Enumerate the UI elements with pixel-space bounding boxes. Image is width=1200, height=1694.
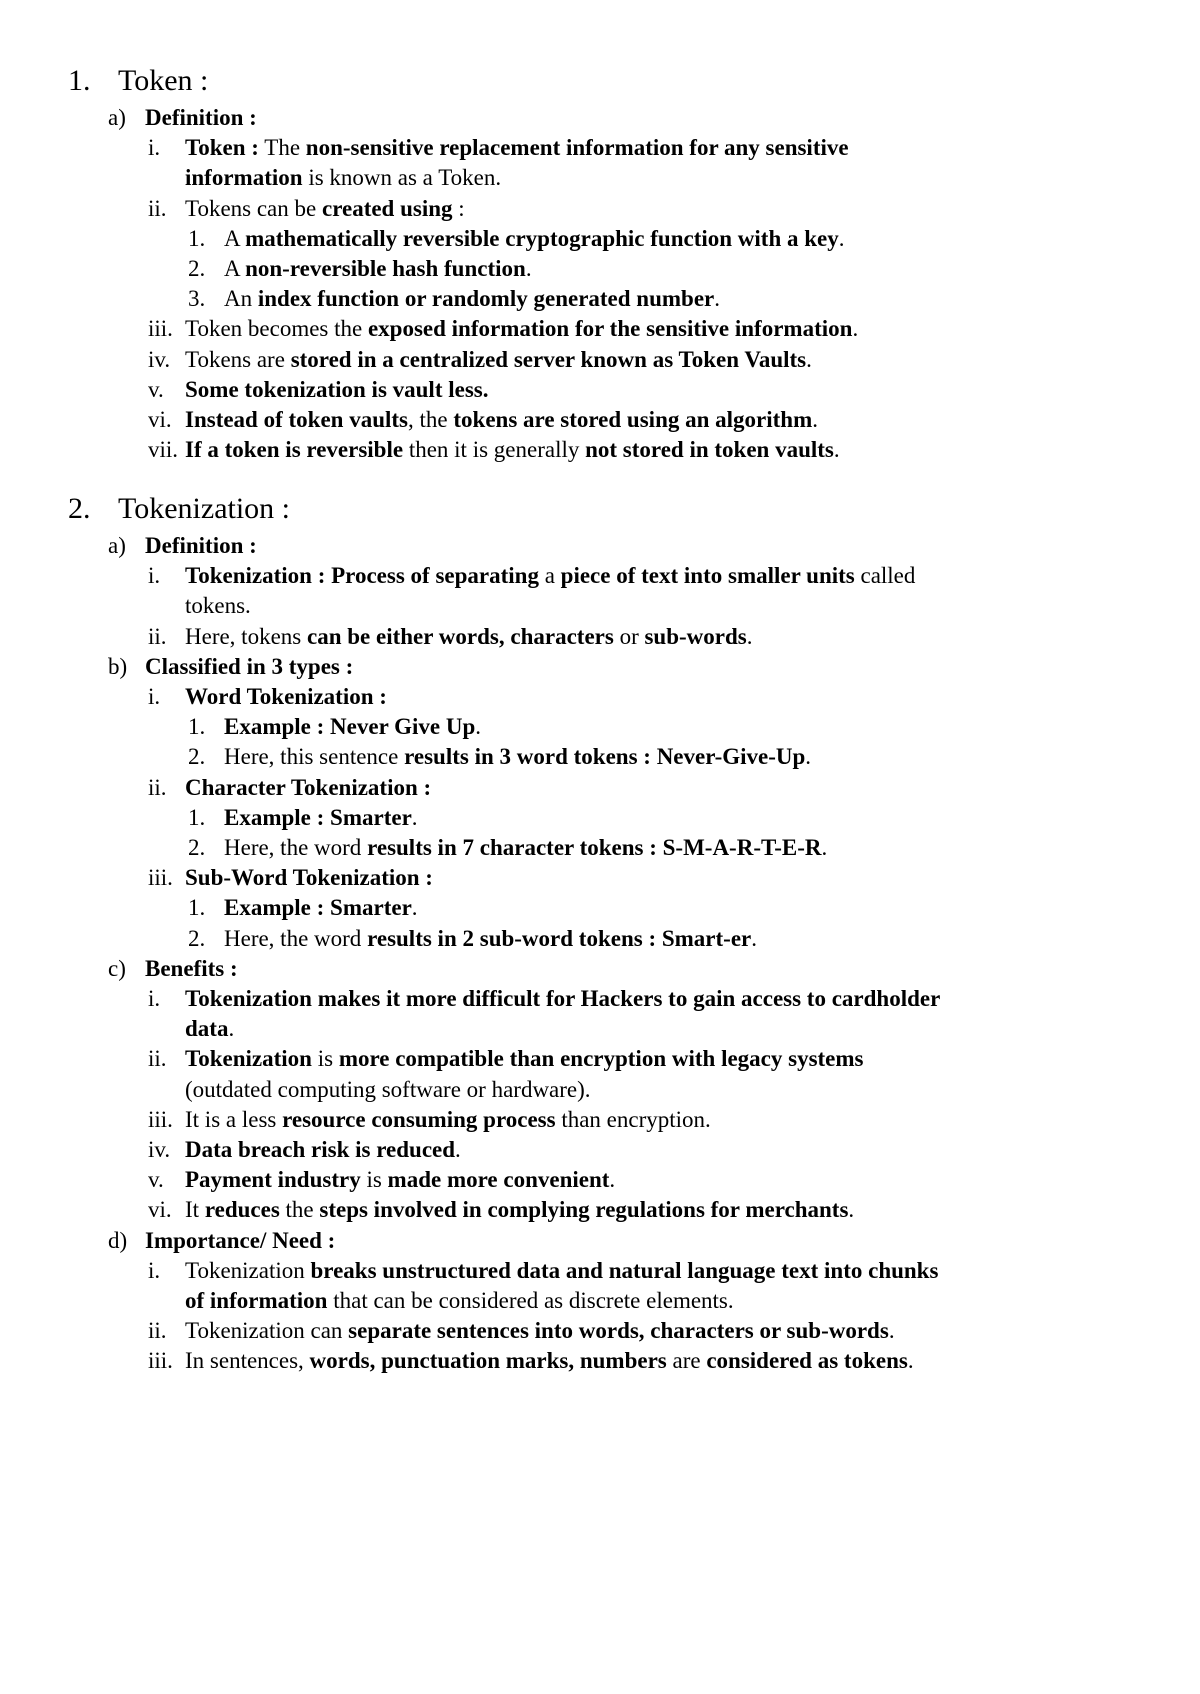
bold-text: reduces xyxy=(204,1197,280,1223)
section-number: 1. xyxy=(68,64,91,97)
sub-list-item-line xyxy=(224,255,532,283)
text-run: are xyxy=(666,1348,707,1374)
sub-list-item-line xyxy=(224,713,481,741)
sub-item-marker: 1. xyxy=(188,714,206,740)
bold-text: If a token is reversible xyxy=(185,437,404,463)
section-title xyxy=(68,492,290,526)
text-run: Here, tokens xyxy=(185,623,307,649)
list-item-line xyxy=(185,683,387,711)
section-number: 2. xyxy=(68,492,91,525)
list-item-line xyxy=(185,1347,914,1375)
sub-item-marker: 2. xyxy=(188,925,206,951)
bold-text: Tokenization : Process of separating xyxy=(185,563,539,589)
list-item-line xyxy=(185,623,753,651)
sub-list-item-line xyxy=(224,285,720,313)
text-run: . xyxy=(888,1318,895,1344)
list-item-line xyxy=(185,562,915,590)
text-run: . xyxy=(833,437,840,463)
text-run: or xyxy=(613,623,645,649)
text-run: Tokens can be xyxy=(185,195,322,221)
text-run: . xyxy=(455,1137,461,1162)
text-run: A xyxy=(224,225,246,251)
text-run: . xyxy=(228,1016,235,1042)
text-run: Tokenization can xyxy=(185,1318,349,1344)
bold-text: made more convenient xyxy=(387,1167,610,1193)
sub-list-item-line xyxy=(224,225,845,253)
text-run: is xyxy=(311,1046,339,1072)
bold-text: tokens are stored using an algorithm xyxy=(453,407,813,432)
item-marker: v. xyxy=(148,1167,164,1193)
list-item-line xyxy=(185,1015,234,1043)
item-marker: iii. xyxy=(148,316,173,342)
list-item-line xyxy=(185,346,812,374)
text-run: (outdated computing software or hardware). xyxy=(185,1076,591,1102)
text-run: . xyxy=(714,286,721,312)
text-run: . xyxy=(609,1167,616,1193)
bold-text: more compatible than encryption with legacy systems xyxy=(338,1046,864,1072)
subsection-heading: Classified in 3 types : xyxy=(145,653,354,679)
text-run: that can be considered as discrete elements. xyxy=(327,1288,734,1313)
bold-text: Tokenization makes it more difficult for Hackers to gain access to cardholder xyxy=(185,986,941,1011)
bold-text: Example : Smarter xyxy=(224,804,412,830)
text-run: . xyxy=(838,225,845,251)
bold-text: created using xyxy=(321,195,453,221)
text-run: . xyxy=(907,1348,914,1374)
sub-list-item-line xyxy=(224,834,827,862)
text-run: The xyxy=(258,135,306,161)
item-marker: ii. xyxy=(148,774,167,800)
text-run: A xyxy=(224,256,246,281)
subsection-heading: Benefits : xyxy=(145,955,238,981)
list-item-line xyxy=(185,406,818,434)
bold-text: stored in a centralized server known as Token Vaults xyxy=(290,346,807,372)
bold-text: non-sensitive replacement information for any sensitive xyxy=(305,135,849,161)
item-marker: i. xyxy=(148,986,161,1011)
text-run: It is a less xyxy=(185,1106,283,1132)
bold-text: Some tokenization is vault less. xyxy=(185,376,489,402)
bold-text: Example : Never Give Up xyxy=(224,714,476,740)
text-run: It xyxy=(185,1197,205,1223)
text-run: . xyxy=(848,1197,855,1223)
text-run: , the xyxy=(408,407,454,432)
bold-text: Character Tokenization : xyxy=(185,774,432,800)
section-title xyxy=(68,64,208,98)
item-marker: vi. xyxy=(148,1197,172,1223)
text-run: Here, the word xyxy=(224,925,368,951)
text-run: . xyxy=(746,623,753,649)
sub-item-marker: 1. xyxy=(188,804,206,830)
subsection-marker: d) xyxy=(108,1227,128,1253)
bold-text: results in 2 sub-word tokens : Smart-er xyxy=(367,925,752,951)
subsection-marker: c) xyxy=(108,955,126,981)
subsection-heading: Importance/ Need : xyxy=(145,1227,336,1253)
bold-text: Word Tokenization : xyxy=(185,684,387,709)
list-item-line xyxy=(185,195,465,223)
list-item-line xyxy=(185,164,501,192)
bold-text: considered as tokens xyxy=(706,1348,908,1374)
item-marker: ii. xyxy=(148,1318,167,1344)
text-run: . xyxy=(751,925,757,951)
item-marker: iv. xyxy=(148,346,171,372)
text-run: called xyxy=(854,563,916,589)
item-marker: vii. xyxy=(148,437,179,463)
sub-item-marker: 3. xyxy=(188,286,206,312)
bold-text: resource consuming process xyxy=(282,1106,556,1132)
bold-text: results in 3 word tokens : Never-Give-Up xyxy=(404,744,806,770)
bold-text: sub-words xyxy=(644,623,747,649)
bold-text: Instead of token vaults xyxy=(185,407,409,432)
sub-item-marker: 2. xyxy=(188,256,206,281)
text-run: . xyxy=(411,804,418,830)
subsection-marker: a) xyxy=(108,105,126,130)
text-run: Token becomes the xyxy=(185,316,368,342)
list-item-line xyxy=(185,315,858,343)
list-item-line xyxy=(185,376,488,404)
item-marker: ii. xyxy=(148,1046,167,1072)
item-marker: i. xyxy=(148,1257,161,1283)
item-marker: i. xyxy=(148,135,161,161)
list-item-line xyxy=(185,134,849,162)
bold-text: Payment industry xyxy=(185,1167,361,1193)
list-item-line xyxy=(185,1257,938,1285)
bold-text: can be either words, characters xyxy=(307,623,614,649)
bold-text: results in 7 character tokens : S-M-A-R-T-E-R xyxy=(367,835,822,860)
text-run: . xyxy=(852,316,859,342)
list-item-line xyxy=(185,1166,615,1194)
text-run: . xyxy=(475,714,482,740)
text-run: . xyxy=(812,407,818,432)
text-run: Here, this sentence xyxy=(224,744,405,770)
bold-text: mathematically reversible cryptographic function with a key xyxy=(245,225,839,251)
item-marker: iii. xyxy=(148,1348,173,1374)
text-run: is known as a Token. xyxy=(302,165,502,191)
sub-list-item-line xyxy=(224,894,418,922)
bold-text: Tokenization xyxy=(185,1046,312,1072)
section-title-text: Tokenization : xyxy=(118,492,291,525)
bold-text: words, punctuation marks, numbers xyxy=(309,1348,667,1374)
bold-text: data xyxy=(185,1016,229,1042)
list-item-line xyxy=(185,436,840,464)
text-run: In sentences, xyxy=(185,1348,310,1374)
bold-text: not stored in token vaults xyxy=(585,437,834,463)
bold-text: non-reversible hash function xyxy=(245,256,526,281)
bold-text: of information xyxy=(185,1288,328,1313)
bold-text: exposed information for the sensitive information xyxy=(367,316,853,342)
list-item-line xyxy=(185,864,433,892)
text-run: . xyxy=(525,256,532,281)
list-item-line xyxy=(185,1076,591,1104)
list-item-line xyxy=(185,1287,734,1315)
item-marker: iii. xyxy=(148,1106,173,1132)
bold-text: Sub-Word Tokenization : xyxy=(185,865,433,891)
subsection-marker: b) xyxy=(108,653,128,679)
bold-text: Token : xyxy=(185,135,259,161)
text-run: Here, the word xyxy=(224,835,368,860)
bold-text: steps involved in complying regulations for merchants xyxy=(319,1197,849,1223)
item-marker: i. xyxy=(148,563,161,589)
bold-text: breaks unstructured data and natural language text into chunks xyxy=(310,1257,939,1283)
text-run: . xyxy=(821,835,828,860)
bold-text: Data breach risk is reduced xyxy=(185,1137,456,1162)
item-marker: vi. xyxy=(148,407,172,432)
bold-text: information xyxy=(185,165,303,191)
sub-list-item-line xyxy=(224,804,418,832)
list-item-line xyxy=(185,985,940,1013)
list-item-line xyxy=(185,1317,895,1345)
bold-text: piece of text into smaller units xyxy=(560,563,855,589)
item-marker: iii. xyxy=(148,865,173,891)
sub-list-item-line xyxy=(224,925,757,953)
list-item-line xyxy=(185,774,431,802)
text-run: Tokenization xyxy=(185,1257,311,1283)
text-run: than encryption. xyxy=(555,1106,711,1132)
item-marker: v. xyxy=(148,376,164,402)
text-run: tokens. xyxy=(185,593,251,619)
sub-item-marker: 2. xyxy=(188,835,206,860)
list-item-line xyxy=(185,1045,864,1073)
text-run: . xyxy=(805,744,812,770)
list-item-line xyxy=(185,1106,711,1134)
bold-text: Example : Smarter xyxy=(224,895,412,921)
text-run: : xyxy=(452,195,465,221)
subsection-marker: a) xyxy=(108,533,126,558)
list-item-line xyxy=(185,1136,461,1164)
subsection-heading: Definition : xyxy=(145,105,257,130)
item-marker: iv. xyxy=(148,1137,171,1162)
text-run: then it is generally xyxy=(403,437,586,463)
text-run: . xyxy=(806,346,812,372)
sub-item-marker: 1. xyxy=(188,895,206,921)
item-marker: ii. xyxy=(148,623,167,649)
text-run: An xyxy=(224,286,258,312)
text-run: the xyxy=(279,1197,320,1223)
bold-text: index function or randomly generated number xyxy=(257,286,715,312)
sub-list-item-line xyxy=(224,743,811,771)
text-run: . xyxy=(411,895,418,921)
text-run: is xyxy=(360,1167,388,1193)
sub-item-marker: 2. xyxy=(188,744,206,770)
list-item-line xyxy=(185,592,251,620)
text-run: Tokens are xyxy=(185,346,291,372)
list-item-line xyxy=(185,1196,854,1224)
item-marker: ii. xyxy=(148,195,167,221)
subsection-heading: Definition : xyxy=(145,533,257,558)
section-title-text: Token : xyxy=(118,64,209,97)
bold-text: separate sentences into words, characters or sub-words xyxy=(348,1318,889,1344)
item-marker: i. xyxy=(148,684,161,709)
text-run: a xyxy=(538,563,561,589)
sub-item-marker: 1. xyxy=(188,225,206,251)
